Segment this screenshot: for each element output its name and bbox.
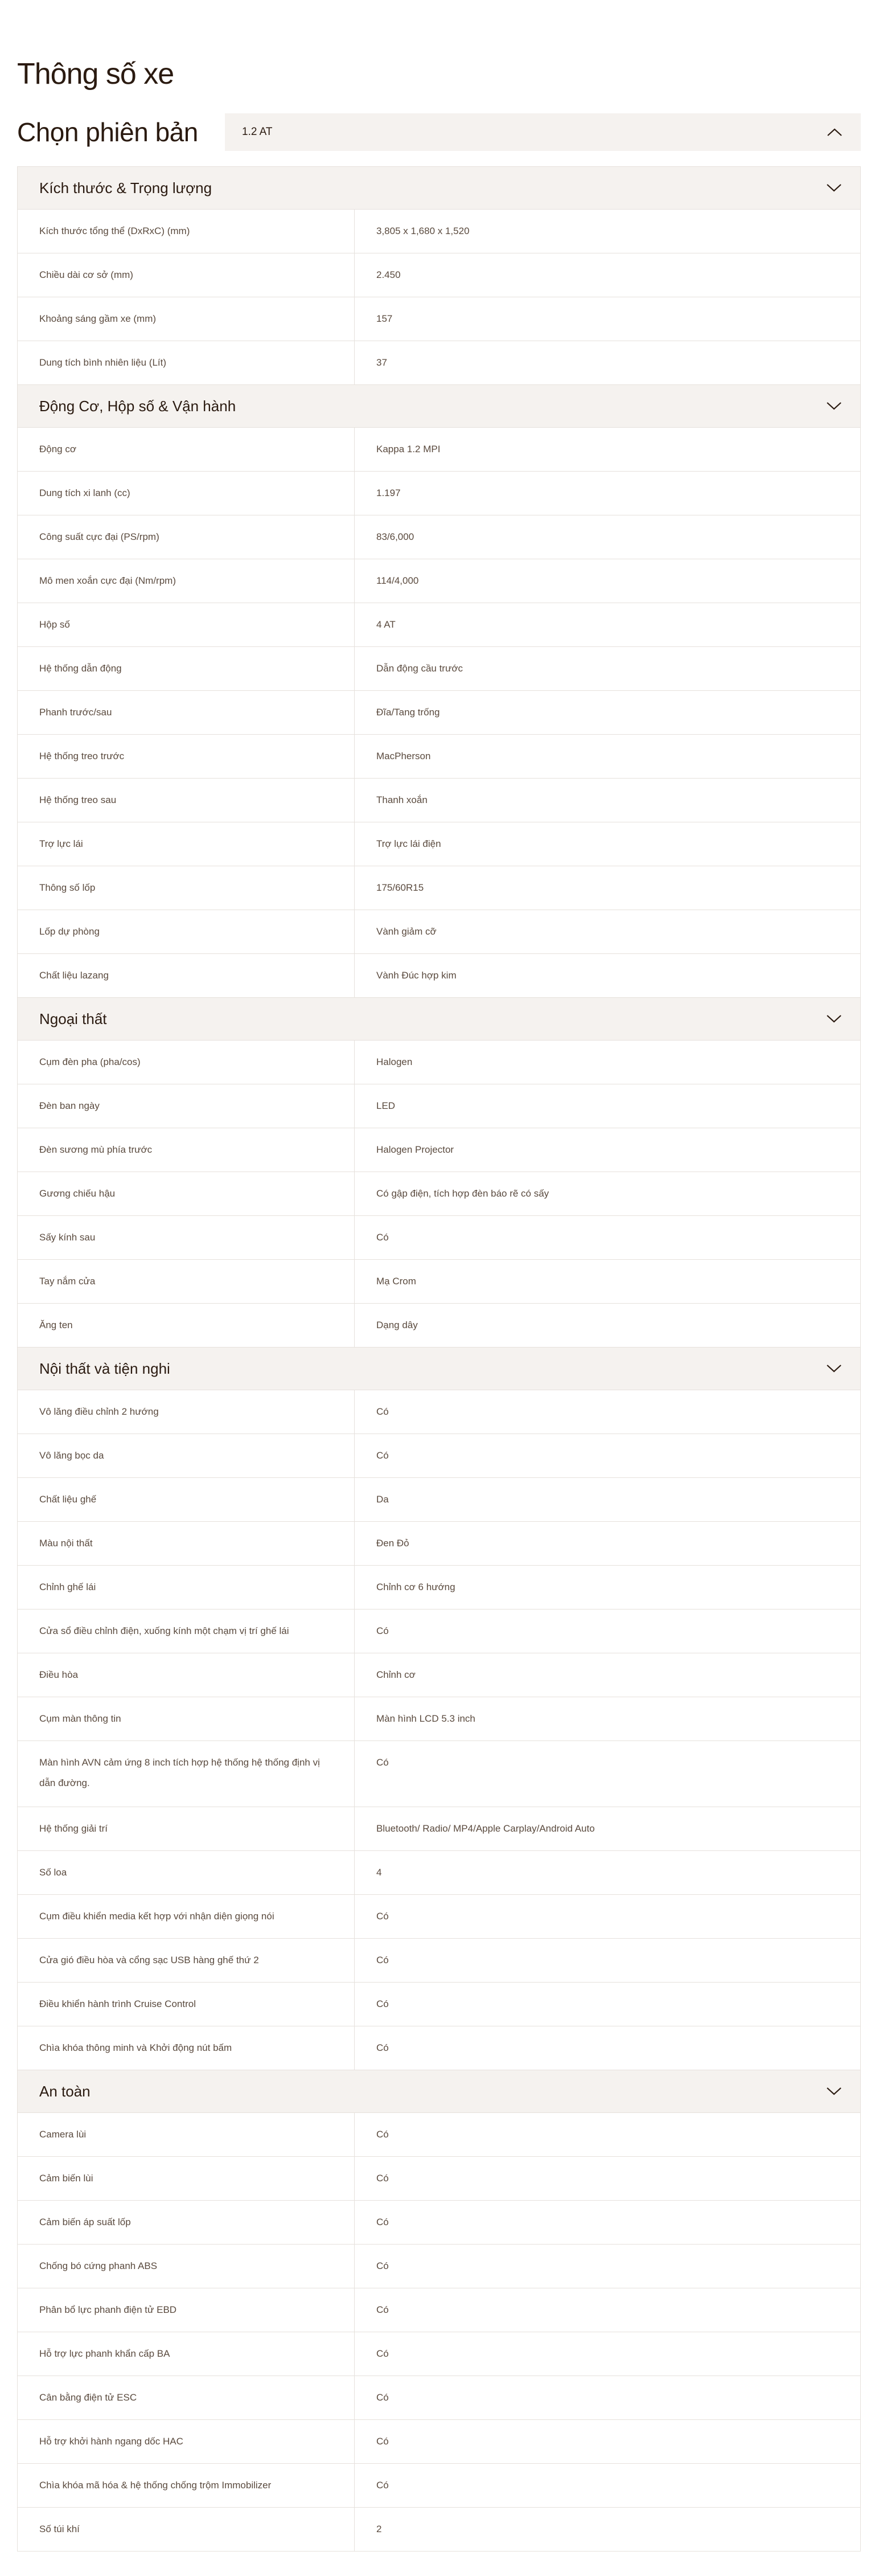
spec-value: Vành Đúc hợp kim [376, 970, 457, 981]
spec-label: Hệ thống treo sau [18, 779, 355, 822]
spec-label: Cụm đèn pha (pha/cos) [18, 1041, 355, 1084]
page-title: Thông số xe [17, 58, 174, 91]
spec-label: Khoảng sáng gầm xe (mm) [18, 297, 355, 341]
spec-value: Có [376, 2348, 389, 2359]
spec-label: Số loa [18, 1851, 355, 1894]
spec-label: Phân bổ lực phanh điện tử EBD [18, 2288, 355, 2332]
spec-row [18, 471, 860, 515]
spec-value: 1.197 [376, 488, 401, 498]
version-selector-row [17, 113, 861, 151]
spec-value: Có [376, 1757, 389, 1768]
spec-label: Điều hòa [18, 1653, 355, 1697]
spec-row [18, 646, 860, 690]
spec-value: Bluetooth/ Radio/ MP4/Apple Carplay/Android Auto [376, 1823, 595, 1834]
spec-label: Cụm màn thông tin [18, 1697, 355, 1740]
spec-label: Vô lăng điều chỉnh 2 hướng [18, 1390, 355, 1434]
spec-value: Đĩa/Tang trống [376, 707, 440, 718]
spec-row [18, 1609, 860, 1653]
section-header[interactable] [18, 997, 860, 1040]
spec-value: Đen Đỏ [376, 1538, 409, 1549]
spec-row [18, 1697, 860, 1740]
spec-label: Chỉnh ghế lái [18, 1566, 355, 1609]
spec-row [18, 2376, 860, 2419]
spec-value: Có [376, 2392, 389, 2403]
spec-value: Có [376, 1450, 389, 1461]
spec-label: Thông số lốp [18, 866, 355, 910]
spec-value: Có [376, 2129, 389, 2140]
spec-row [18, 866, 860, 910]
spec-row [18, 2200, 860, 2244]
spec-value: Vành giảm cỡ [376, 926, 437, 937]
spec-label: Điều khiển hành trình Cruise Control [18, 1983, 355, 2026]
spec-row [18, 427, 860, 471]
spec-label: Cụm điều khiển media kết hợp với nhận diện giọng nói [18, 1895, 355, 1938]
spec-label: Dung tích bình nhiên liệu (Lít) [18, 341, 355, 384]
spec-row [18, 1850, 860, 1894]
section-title: Nội thất và tiện nghi [39, 1359, 170, 1377]
spec-row [18, 1390, 860, 1434]
spec-label: Camera lùi [18, 2113, 355, 2156]
spec-label: Chìa khóa thông minh và Khởi động nút bấm [18, 2026, 355, 2070]
spec-value: Có [376, 2480, 389, 2491]
spec-row [18, 253, 860, 297]
spec-label: Động cơ [18, 428, 355, 471]
spec-value: Có [376, 1998, 389, 2009]
spec-row [18, 1565, 860, 1609]
spec-value: Màn hình LCD 5.3 inch [376, 1713, 475, 1724]
spec-row [18, 1303, 860, 1347]
spec-label: Chiều dài cơ sở (mm) [18, 253, 355, 297]
spec-value: LED [376, 1100, 396, 1111]
spec-row [18, 2026, 860, 2070]
spec-row [18, 209, 860, 253]
spec-row [18, 1259, 860, 1303]
spec-value: Trợ lực lái điện [376, 838, 441, 849]
spec-label: Phanh trước/sau [18, 691, 355, 734]
spec-label: Chống bó cứng phanh ABS [18, 2245, 355, 2288]
spec-row [18, 1740, 860, 1807]
version-dropdown[interactable] [225, 113, 861, 151]
spec-value: MacPherson [376, 751, 431, 761]
spec-value: Mạ Crom [376, 1276, 416, 1287]
spec-label: Hỗ trợ khởi hành ngang dốc HAC [18, 2420, 355, 2463]
spec-row [18, 1040, 860, 1084]
spec-value: Có [376, 1406, 389, 1417]
spec-label: Hệ thống giải trí [18, 1807, 355, 1850]
section-header[interactable] [18, 2070, 860, 2112]
version-selected-value: 1.2 AT [242, 126, 273, 138]
spec-row [18, 515, 860, 559]
section-title: Động Cơ, Hộp số & Vận hành [39, 397, 236, 415]
spec-row [18, 734, 860, 778]
spec-label: Chất liệu lazang [18, 954, 355, 997]
chevron-down-icon [826, 1364, 842, 1373]
spec-row [18, 1521, 860, 1565]
spec-label: Đèn ban ngày [18, 1084, 355, 1128]
section-title: Kích thước & Trọng lượng [39, 179, 212, 196]
spec-label: Chất liệu ghế [18, 1478, 355, 1521]
spec-row [18, 2332, 860, 2376]
spec-row [18, 1128, 860, 1172]
section-title: An toàn [39, 2082, 91, 2100]
chevron-down-icon [826, 183, 842, 193]
spec-value: Có [376, 1955, 389, 1965]
spec-value: Có [376, 2304, 389, 2315]
spec-row [18, 1894, 860, 1938]
spec-row [18, 822, 860, 866]
spec-row [18, 1215, 860, 1259]
spec-value: 4 AT [376, 619, 396, 630]
spec-label: Màu nội thất [18, 1522, 355, 1565]
spec-row [18, 297, 860, 341]
spec-label: Trợ lực lái [18, 822, 355, 866]
section-header[interactable] [18, 1347, 860, 1390]
spec-label: Hệ thống dẫn động [18, 647, 355, 690]
spec-label: Tay nắm cửa [18, 1260, 355, 1303]
spec-label: Số túi khí [18, 2508, 355, 2551]
spec-label: Cửa gió điều hòa và cổng sạc USB hàng ghế thứ 2 [18, 1939, 355, 1982]
spec-label: Ăng ten [18, 1304, 355, 1347]
spec-label: Mô men xoắn cực đại (Nm/rpm) [18, 559, 355, 603]
spec-label: Sấy kính sau [18, 1216, 355, 1259]
spec-row [18, 2288, 860, 2332]
chevron-down-icon [826, 402, 842, 411]
spec-value: Có gập điện, tích hợp đèn báo rẽ có sấy [376, 1188, 549, 1199]
spec-value: 157 [376, 313, 393, 324]
spec-table [17, 166, 861, 2552]
spec-row [18, 559, 860, 603]
spec-row [18, 1477, 860, 1521]
spec-row [18, 778, 860, 822]
spec-value: Có [376, 2217, 389, 2227]
spec-row [18, 2463, 860, 2507]
spec-value: Da [376, 1494, 389, 1505]
spec-row [18, 1172, 860, 1215]
spec-value: Có [376, 2173, 389, 2184]
spec-row [18, 1982, 860, 2026]
spec-value: 114/4,000 [376, 575, 419, 586]
spec-value: 37 [376, 357, 387, 368]
spec-value: 175/60R15 [376, 882, 424, 893]
spec-value: 83/6,000 [376, 531, 414, 542]
spec-value: 3,805 x 1,680 x 1,520 [376, 226, 470, 236]
spec-value: Kappa 1.2 MPI [376, 444, 441, 454]
spec-row [18, 2419, 860, 2463]
spec-value: 2 [376, 2524, 382, 2534]
spec-label: Dung tích xi lanh (cc) [18, 472, 355, 515]
spec-row [18, 2507, 860, 2551]
spec-label: Lốp dự phòng [18, 910, 355, 953]
spec-label: Chìa khóa mã hóa & hệ thống chống trộm Immobilizer [18, 2464, 355, 2507]
spec-value: Halogen [376, 1056, 413, 1067]
spec-label: Hệ thống treo trước [18, 735, 355, 778]
spec-row [18, 1653, 860, 1697]
spec-value: Có [376, 2436, 389, 2447]
spec-value: Chỉnh cơ [376, 1669, 416, 1680]
spec-label: Đèn sương mù phía trước [18, 1128, 355, 1172]
spec-value: Halogen Projector [376, 1144, 454, 1155]
spec-label: Công suất cực đại (PS/rpm) [18, 515, 355, 559]
chevron-down-icon [826, 2087, 842, 2096]
spec-value: Dẫn động cầu trước [376, 663, 463, 674]
spec-row [18, 910, 860, 953]
spec-label: Kích thước tổng thể (DxRxC) (mm) [18, 210, 355, 253]
spec-row [18, 1938, 860, 1982]
spec-value: 2.450 [376, 269, 401, 280]
spec-value: Dạng dây [376, 1320, 418, 1330]
version-label: Chọn phiên bản [17, 117, 198, 147]
spec-value: Có [376, 2042, 389, 2053]
spec-row [18, 2244, 860, 2288]
spec-value: Có [376, 2260, 389, 2271]
spec-row [18, 690, 860, 734]
section-header[interactable] [18, 166, 860, 209]
spec-label: Vô lăng bọc da [18, 1434, 355, 1477]
spec-row [18, 1807, 860, 1850]
spec-row [18, 2156, 860, 2200]
spec-label: Hộp số [18, 603, 355, 646]
section-header[interactable] [18, 384, 860, 427]
section-title: Ngoại thất [39, 1010, 107, 1027]
spec-row [18, 1084, 860, 1128]
spec-row [18, 953, 860, 997]
spec-value: Chỉnh cơ 6 hướng [376, 1582, 455, 1592]
spec-label: Gương chiếu hậu [18, 1172, 355, 1215]
spec-value: Có [376, 1232, 389, 1243]
chevron-down-icon [826, 1014, 842, 1023]
spec-value: 4 [376, 1867, 382, 1878]
spec-value: Có [376, 1911, 389, 1922]
spec-value: Có [376, 1625, 389, 1636]
spec-value: Thanh xoắn [376, 794, 428, 805]
spec-label: Cảm biến áp suất lốp [18, 2201, 355, 2244]
spec-label: Cảm biến lùi [18, 2157, 355, 2200]
spec-row [18, 1434, 860, 1477]
spec-label: Màn hình AVN cảm ứng 8 inch tích hợp hệ thống hệ thống định vị dẫn đường. [18, 1741, 355, 1807]
spec-row [18, 603, 860, 646]
spec-label: Cân bằng điện tử ESC [18, 2376, 355, 2419]
spec-label: Hỗ trợ lực phanh khẩn cấp BA [18, 2332, 355, 2376]
spec-row [18, 341, 860, 384]
chevron-up-icon [827, 128, 843, 137]
spec-label: Cửa sổ điều chỉnh điện, xuống kính một chạm vị trí ghế lái [18, 1610, 355, 1653]
spec-row [18, 2112, 860, 2156]
